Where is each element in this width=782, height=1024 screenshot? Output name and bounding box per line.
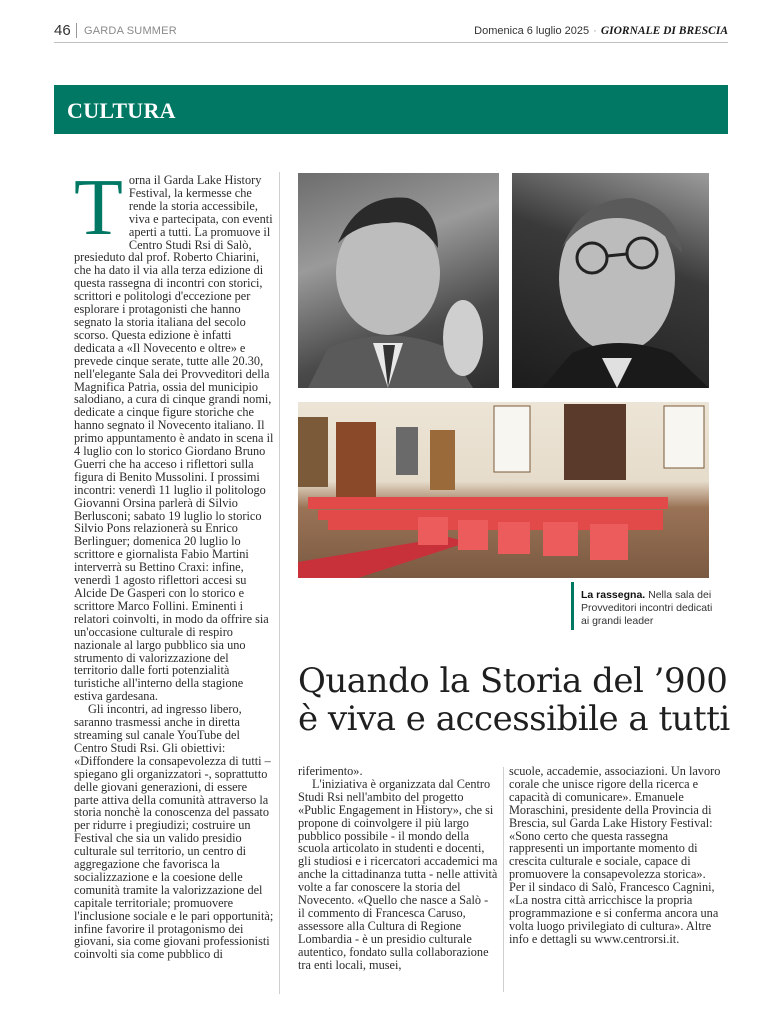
column-divider — [279, 172, 280, 994]
photo-berlinguer — [298, 173, 499, 388]
section-title: CULTURA — [67, 98, 176, 123]
headline-line-1: Quando la Storia del ’900 — [298, 661, 728, 701]
portrait-image — [512, 173, 709, 388]
header-divider — [76, 23, 77, 38]
photo-sala-provveditori — [298, 402, 709, 578]
newspaper-name: GIORNALE DI BRESCIA — [600, 25, 728, 37]
drop-cap: T — [74, 164, 123, 252]
photo-caption — [581, 589, 721, 628]
headline-line-2: è viva e accessibile a tutti — [298, 699, 730, 739]
article-paragraph: orna il Garda Lake History Festival, la kermesse che rende la storia accessibile, viva e partecipata, con eventi aperti a tutti. La promuove il Centro Studi Rsi di Salò, presieduto dal prof. Roberto Chiarini, che ha dato il via alla terza edizione di questa rassegna di incontri con storici, scrittori e politologi d'eccezione per esplorare i protagonisti che hanno segnato la storia italiana del secolo scorso. Questa edizione è infatti dedicata a «Il Novecento e oltre» e prevede cinque serate, tutte alle 20.30, nell'elegante Sala dei Provveditori della Magnifica Patria, ossia del municipio salodiano, a cura di cinque grandi nomi, dedicate a cinque figure storiche che hanno segnato il Novecento italiano. Il primo appuntamento è andato in scena il 4 luglio con lo storico Giordano Bruno Guerri che ha acceso i riflettori sulla figura di Benito Mussolini. I prossimi incontri: venerdì 11 luglio il politologo Giovanni Orsina parlerà di Silvio Berlusconi; sabato 19 luglio lo storico Silvio Pons relazionerà su Enrico Berlinguer; domenica 20 luglio lo scrittore e giornalista Fabio Martini interverrà su Bettino Craxi: infine, venerdì 1 agosto riflettori accesi su Alcide De Gasperi con lo storico e scrittore Marco Follini. Eminenti i relatori coinvolti, in modo da offrire sia un'occasione culturale di respiro nazionale al largo pubblico sia uno strumento di valorizzazione del territorio dalle forti potenzialità turistiche all'interno della stagione estiva gardesana. — [74, 173, 274, 704]
article-column-2 — [298, 765, 498, 972]
article-paragraph: scuole, accademie, associazioni. Un lavoro corale che unisce rigore della ricerca e capacità di comunicare». Emanuele Moraschini, presidente della Provincia di Brescia, sul Garda Lake History Festival: «Sono certo che questa rassegna rappresenti un importante momento di crescita culturale e sociale, capace di promuovere la consapevolezza storica». Per il sindaco di Salò, Francesco Cagnini, «La nostra città arricchisce la propria programmazione e si conferma ancora una volta luogo privilegiato di cultura». Altre info e dettagli su www.centrorsi.it. — [509, 764, 721, 946]
caption-lead: La rassegna. — [581, 589, 646, 601]
issue-date: Domenica 6 luglio 2025 — [474, 25, 590, 37]
dateline-separator: · — [593, 25, 597, 37]
hall-image — [298, 402, 709, 578]
section-band — [54, 85, 728, 134]
portrait-image — [298, 173, 499, 388]
article-headline — [298, 661, 730, 739]
section-name: GARDA SUMMER — [84, 25, 177, 37]
photo-de-gasperi — [512, 173, 709, 388]
article-paragraph: Gli incontri, ad ingresso libero, saranno trasmessi anche in diretta streaming sul canale YouTube del Centro Studi Rsi. Gli obiettivi: «Diffondere la consapevolezza di tutti – spiegano gli organizzatori -, soprattutto delle giovani generazioni, di essere parte attiva della comunità attraverso la storia nonchè la conoscenza del passato per ridurre i pregiudizi; costruire un Festival che sia un valido presidio culturale sul territorio, un centro di aggregazione che favorisca la socializzazione e la coesione delle comunità tramite la valorizzazione del capitale territoriale; promuovere l'inclusione sociale e le pari opportunità; infine favorire il protagonismo dei giovani, sia come giovani professionisti coinvolti sia come pubblico di — [74, 702, 274, 962]
article-column-3 — [509, 765, 721, 946]
column-divider — [503, 767, 504, 992]
page-number: 46 — [54, 22, 71, 39]
page-header — [54, 20, 728, 43]
article-paragraph: riferimento». — [298, 764, 363, 778]
article-column-1 — [74, 164, 274, 962]
dateline — [474, 25, 728, 37]
caption-accent-bar — [571, 582, 574, 630]
article-paragraph: L'iniziativa è organizzata dal Centro Studi Rsi nell'ambito del progetto «Public Engagement in History», che si propone di coinvolgere il più largo pubblico possibile - il mondo della scuola articolato in studenti e docenti, gli studiosi e i ricercatori accademici ma anche la cittadinanza tutta - nelle attività volte a far conoscere la storia del Novecento. «Quello che nasce a Salò - il commento di Francesca Caruso, assessore alla Cultura di Regione Lombardia - è un presidio culturale autentico, fondato sulla collaborazione tra enti locali, musei, — [298, 776, 498, 972]
caption-text: Nella sala dei Provveditori incontri dedicati ai grandi leader — [581, 589, 713, 627]
